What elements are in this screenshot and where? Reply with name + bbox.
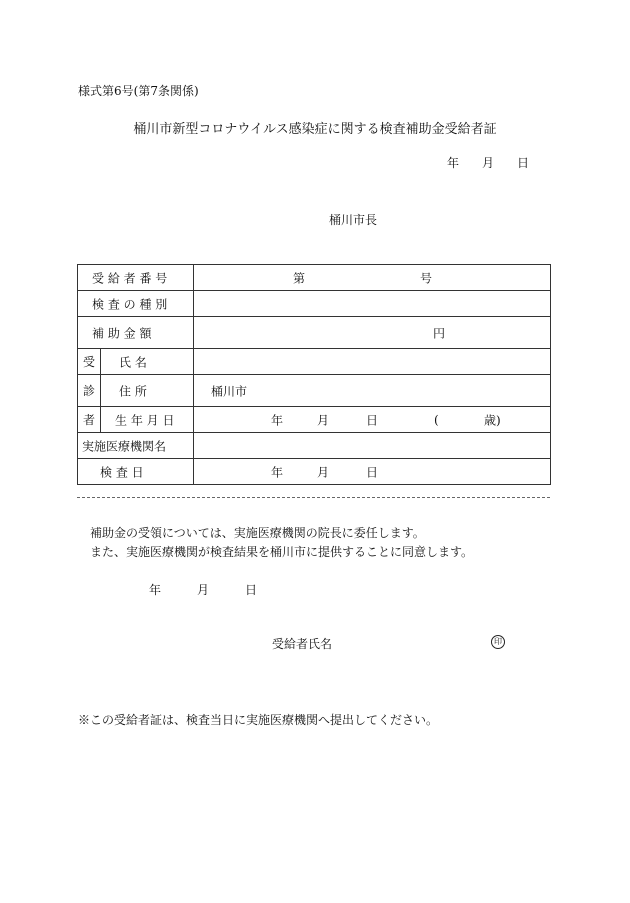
row-test-type xyxy=(78,291,551,317)
name-field[interactable] xyxy=(194,349,551,375)
institution-label: 実施医療機関名 xyxy=(82,439,167,453)
seal-mark: 印 xyxy=(491,635,505,649)
test-date-field[interactable] xyxy=(194,459,551,485)
birth-field[interactable] xyxy=(194,407,551,433)
recipient-number-label: 受 給 者 番 号 xyxy=(92,271,168,285)
name-label-cell xyxy=(101,349,194,375)
test-date-label: 検 査 日 xyxy=(100,465,144,479)
row-birth xyxy=(78,407,551,433)
amount-label-cell xyxy=(78,317,194,349)
issuer-name: 桶川市長 xyxy=(328,213,377,227)
address-field[interactable] xyxy=(194,375,551,407)
form-number: 様式第6号(第7条関係) xyxy=(78,84,199,98)
issue-date-year: 年 xyxy=(447,156,460,170)
birth-label: 生 年 月 日 xyxy=(115,413,175,427)
consent-date-day: 日 xyxy=(245,583,258,597)
consent-line-2: また、実施医療機関が検査結果を桶川市に提供することに同意します。 xyxy=(90,545,474,559)
test-type-label: 検 査 の 種 別 xyxy=(92,297,168,311)
address-label: 住 所 xyxy=(119,384,147,398)
row-institution xyxy=(78,433,551,459)
cut-line xyxy=(77,497,550,498)
document-title: 桶川市新型コロナウイルス感染症に関する検査補助金受給者証 xyxy=(133,122,497,137)
row-address xyxy=(78,375,551,407)
recipient-number-suffix: 号 xyxy=(420,271,433,285)
row-amount xyxy=(78,317,551,349)
patient-side-1: 受 xyxy=(78,349,101,375)
amount-unit: 円 xyxy=(433,326,446,340)
birth-month: 月 xyxy=(317,413,330,427)
row-recipient-number xyxy=(78,265,551,291)
submission-note: ※この受給者証は、検査当日に実施医療機関へ提出してください。 xyxy=(78,713,439,727)
test-date-day: 日 xyxy=(366,465,379,479)
row-name xyxy=(78,349,551,375)
test-date-year: 年 xyxy=(271,465,284,479)
name-label: 氏 名 xyxy=(119,355,147,369)
amount-field[interactable] xyxy=(194,317,551,349)
address-label-cell xyxy=(101,375,194,407)
institution-label-cell xyxy=(78,433,194,459)
recipient-number-label-cell xyxy=(78,265,194,291)
certificate-table xyxy=(77,264,551,485)
birth-day: 日 xyxy=(366,413,379,427)
birth-year: 年 xyxy=(271,413,284,427)
test-date-month: 月 xyxy=(317,465,330,479)
row-test-date xyxy=(78,459,551,485)
birth-label-cell xyxy=(101,407,194,433)
consent-line-1: 補助金の受領については、実施医療機関の院長に委任します。 xyxy=(90,526,425,540)
test-date-label-cell xyxy=(78,459,194,485)
test-type-field[interactable] xyxy=(194,291,551,317)
patient-side-3: 者 xyxy=(78,407,101,433)
amount-label: 補 助 金 額 xyxy=(92,326,152,340)
test-type-label-cell xyxy=(78,291,194,317)
recipient-number-prefix: 第 xyxy=(293,271,306,285)
signer-label: 受給者氏名 xyxy=(272,637,333,651)
issue-date-month: 月 xyxy=(482,156,495,170)
consent-date-year: 年 xyxy=(149,583,162,597)
age-close: 歳) xyxy=(484,413,501,427)
institution-field[interactable] xyxy=(194,433,551,459)
issue-date-day: 日 xyxy=(517,156,530,170)
age-open: ( xyxy=(434,412,439,427)
patient-side-2: 診 xyxy=(78,375,101,407)
consent-date-month: 月 xyxy=(197,583,210,597)
recipient-number-field[interactable] xyxy=(194,265,551,291)
address-value: 桶川市 xyxy=(211,384,248,398)
